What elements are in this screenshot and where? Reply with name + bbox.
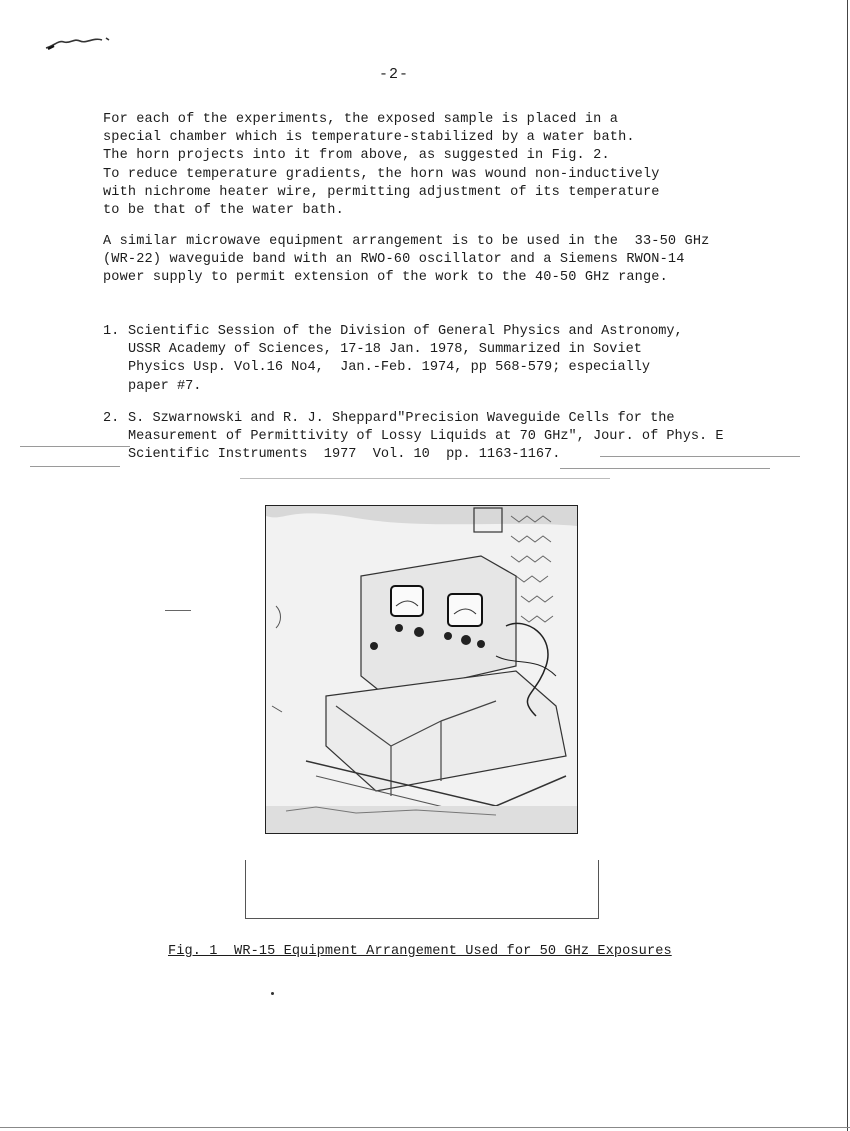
page-edge-bottom	[0, 1127, 850, 1128]
figure-caption: Fig. 1 WR-15 Equipment Arrangement Used for 50 GHz Exposures	[168, 944, 672, 959]
scan-dot	[271, 992, 274, 995]
scan-artifact-line	[600, 456, 800, 457]
pen-scribble-mark	[44, 34, 114, 52]
margin-dash	[165, 610, 191, 611]
reference-number: 1.	[103, 324, 120, 339]
scan-artifact-line	[240, 478, 610, 479]
body-paragraph-2: A similar microwave equipment arrangement is to be used in the 33-50 GHz (WR-22) waveguide band with an RWO-60 oscillator and a Siemens RWON-14 power supply to permit extension of the work to the 40-50 GHz range.	[103, 234, 710, 286]
reference-text: Scientific Session of the Division of General Physics and Astronomy, USSR Academy of Sciences, 17-18 Jan. 1978, Summarized in Soviet Physics Usp. Vol.16 No4, Jan.-Feb. 1974, pp 568-579; especially paper #7.	[128, 324, 683, 394]
page-edge-right	[847, 0, 848, 1131]
reference-number: 2.	[103, 411, 120, 426]
reference-text: S. Szwarnowski and R. J. Sheppard"Precision Waveguide Cells for the Measurement of Permittivity of Lossy Liquids at 70 GHz", Jour. of Phys. E Scientific Instruments 1977 Vol. 10 pp. 1163-1167.	[128, 411, 724, 463]
body-paragraph-1: For each of the experiments, the exposed sample is placed in a special chamber which is temperature-stabilized by a water bath. The horn projects into it from above, as suggested in Fig. 2. To reduce temperature gradients, the horn was wound non-inductively with nichrome heater wire, permitting adjustment of its temperature to be that of the water bath.	[103, 112, 660, 219]
equipment-photograph	[265, 505, 578, 834]
page-number: -2-	[379, 66, 410, 83]
scan-artifact-line	[560, 468, 770, 469]
caption-frame	[245, 860, 599, 919]
scan-artifact-line	[20, 446, 130, 447]
scan-artifact-line	[30, 466, 120, 467]
